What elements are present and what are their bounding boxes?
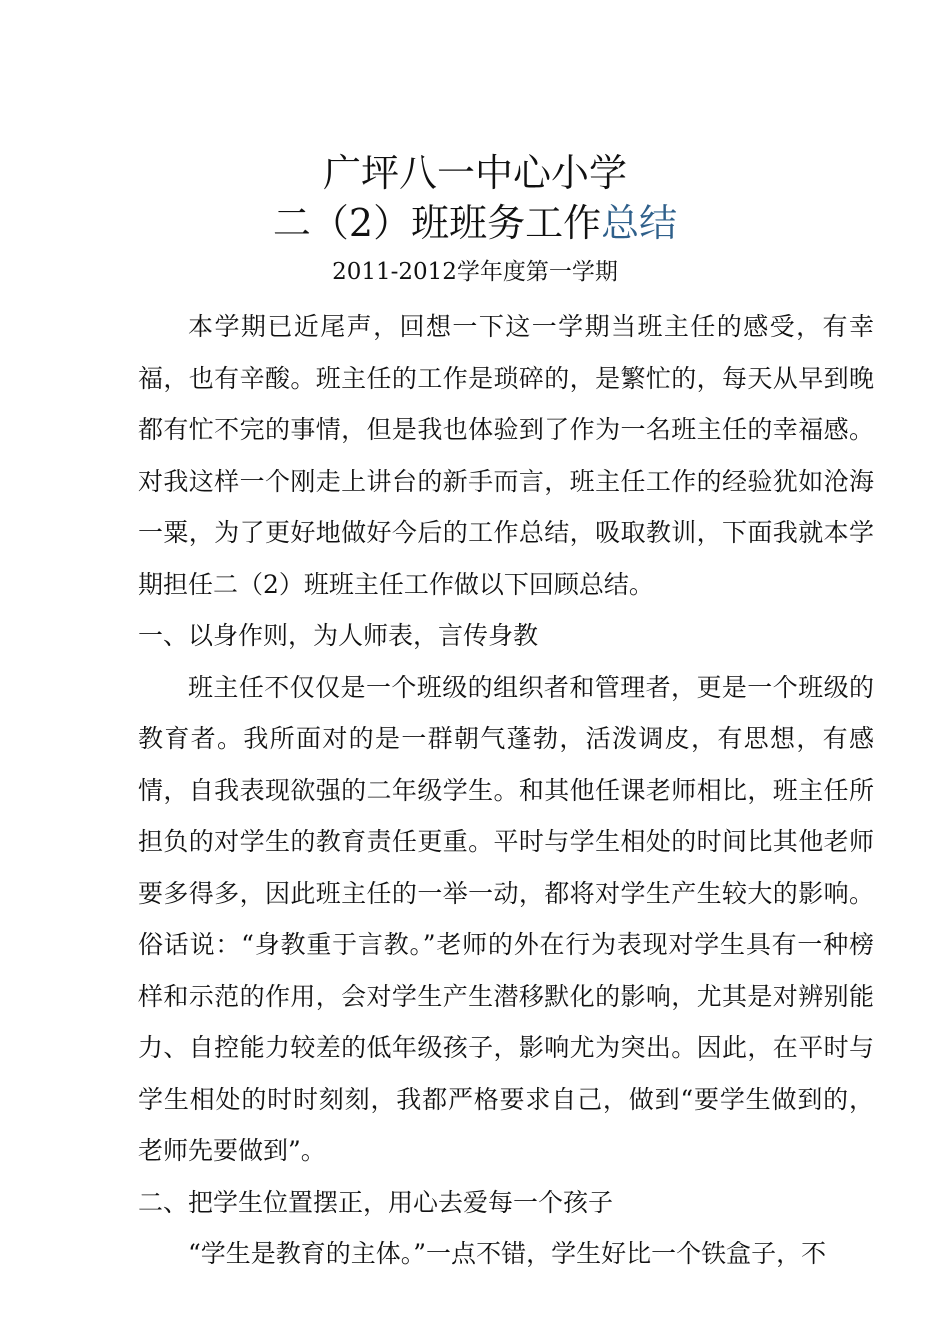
summary-title-accent: 总结 xyxy=(601,201,678,245)
summary-title-main: 二（2）班班务工作 xyxy=(272,201,602,245)
semester-subtitle: 2011-2012学年度第一学期 xyxy=(332,259,618,285)
school-title: 广坪八一中心小学 xyxy=(322,151,627,195)
section-1-paragraph: 班主任不仅仅是一个班级的组织者和管理者，更是一个班级的教育者。我所面对的是一群朝气蓬勃，活泼调皮，有思想，有感情，自我表现欲强的二年级学生。和其他任课老师相比，班主任所担负的对学生的教育责任更重。平时与学生相处的时间比其他老师要多得多，因此班主任的一举一动，都将对学生产生较大的影响。俗话说：“身教重于言教。”老师的外在行为表现对学生具有一种榜样和示范的作用，会对学生产生潜移默化的影响，尤其是对辨别能力、自控能力较差的低年级孩子，影响尤为突出。因此，在平时与学生相处的时时刻刻，我都严格要求自己，做到“要学生做到的，老师先要做到”。 xyxy=(138,672,874,1165)
section-heading-2: 二、把学生位置摆正，用心去爱每一个孩子 xyxy=(138,1187,614,1217)
summary-title xyxy=(0,198,950,248)
section-2-paragraph: “学生是教育的主体。”一点不错，学生好比一个铁盒子，不 xyxy=(188,1239,827,1268)
document-body xyxy=(138,301,874,1280)
section-heading-1: 一、以身作则，为人师表，言传身教 xyxy=(138,621,539,650)
intro-paragraph: 本学期已近尾声，回想一下这一学期当班主任的感受，有幸福，也有辛酸。班主任的工作是琐碎的，是繁忙的，每天从早到晚都有忙不完的事情，但是我也体验到了作为一名班主任的幸福感。对我这样一个刚走上讲台的新手而言，班主任工作的经验犹如沧海一粟，为了更好地做好今后的工作总结，吸取教训，下面我就本学期担任二（2）班班主任工作做以下回顾总结。 xyxy=(138,312,874,599)
